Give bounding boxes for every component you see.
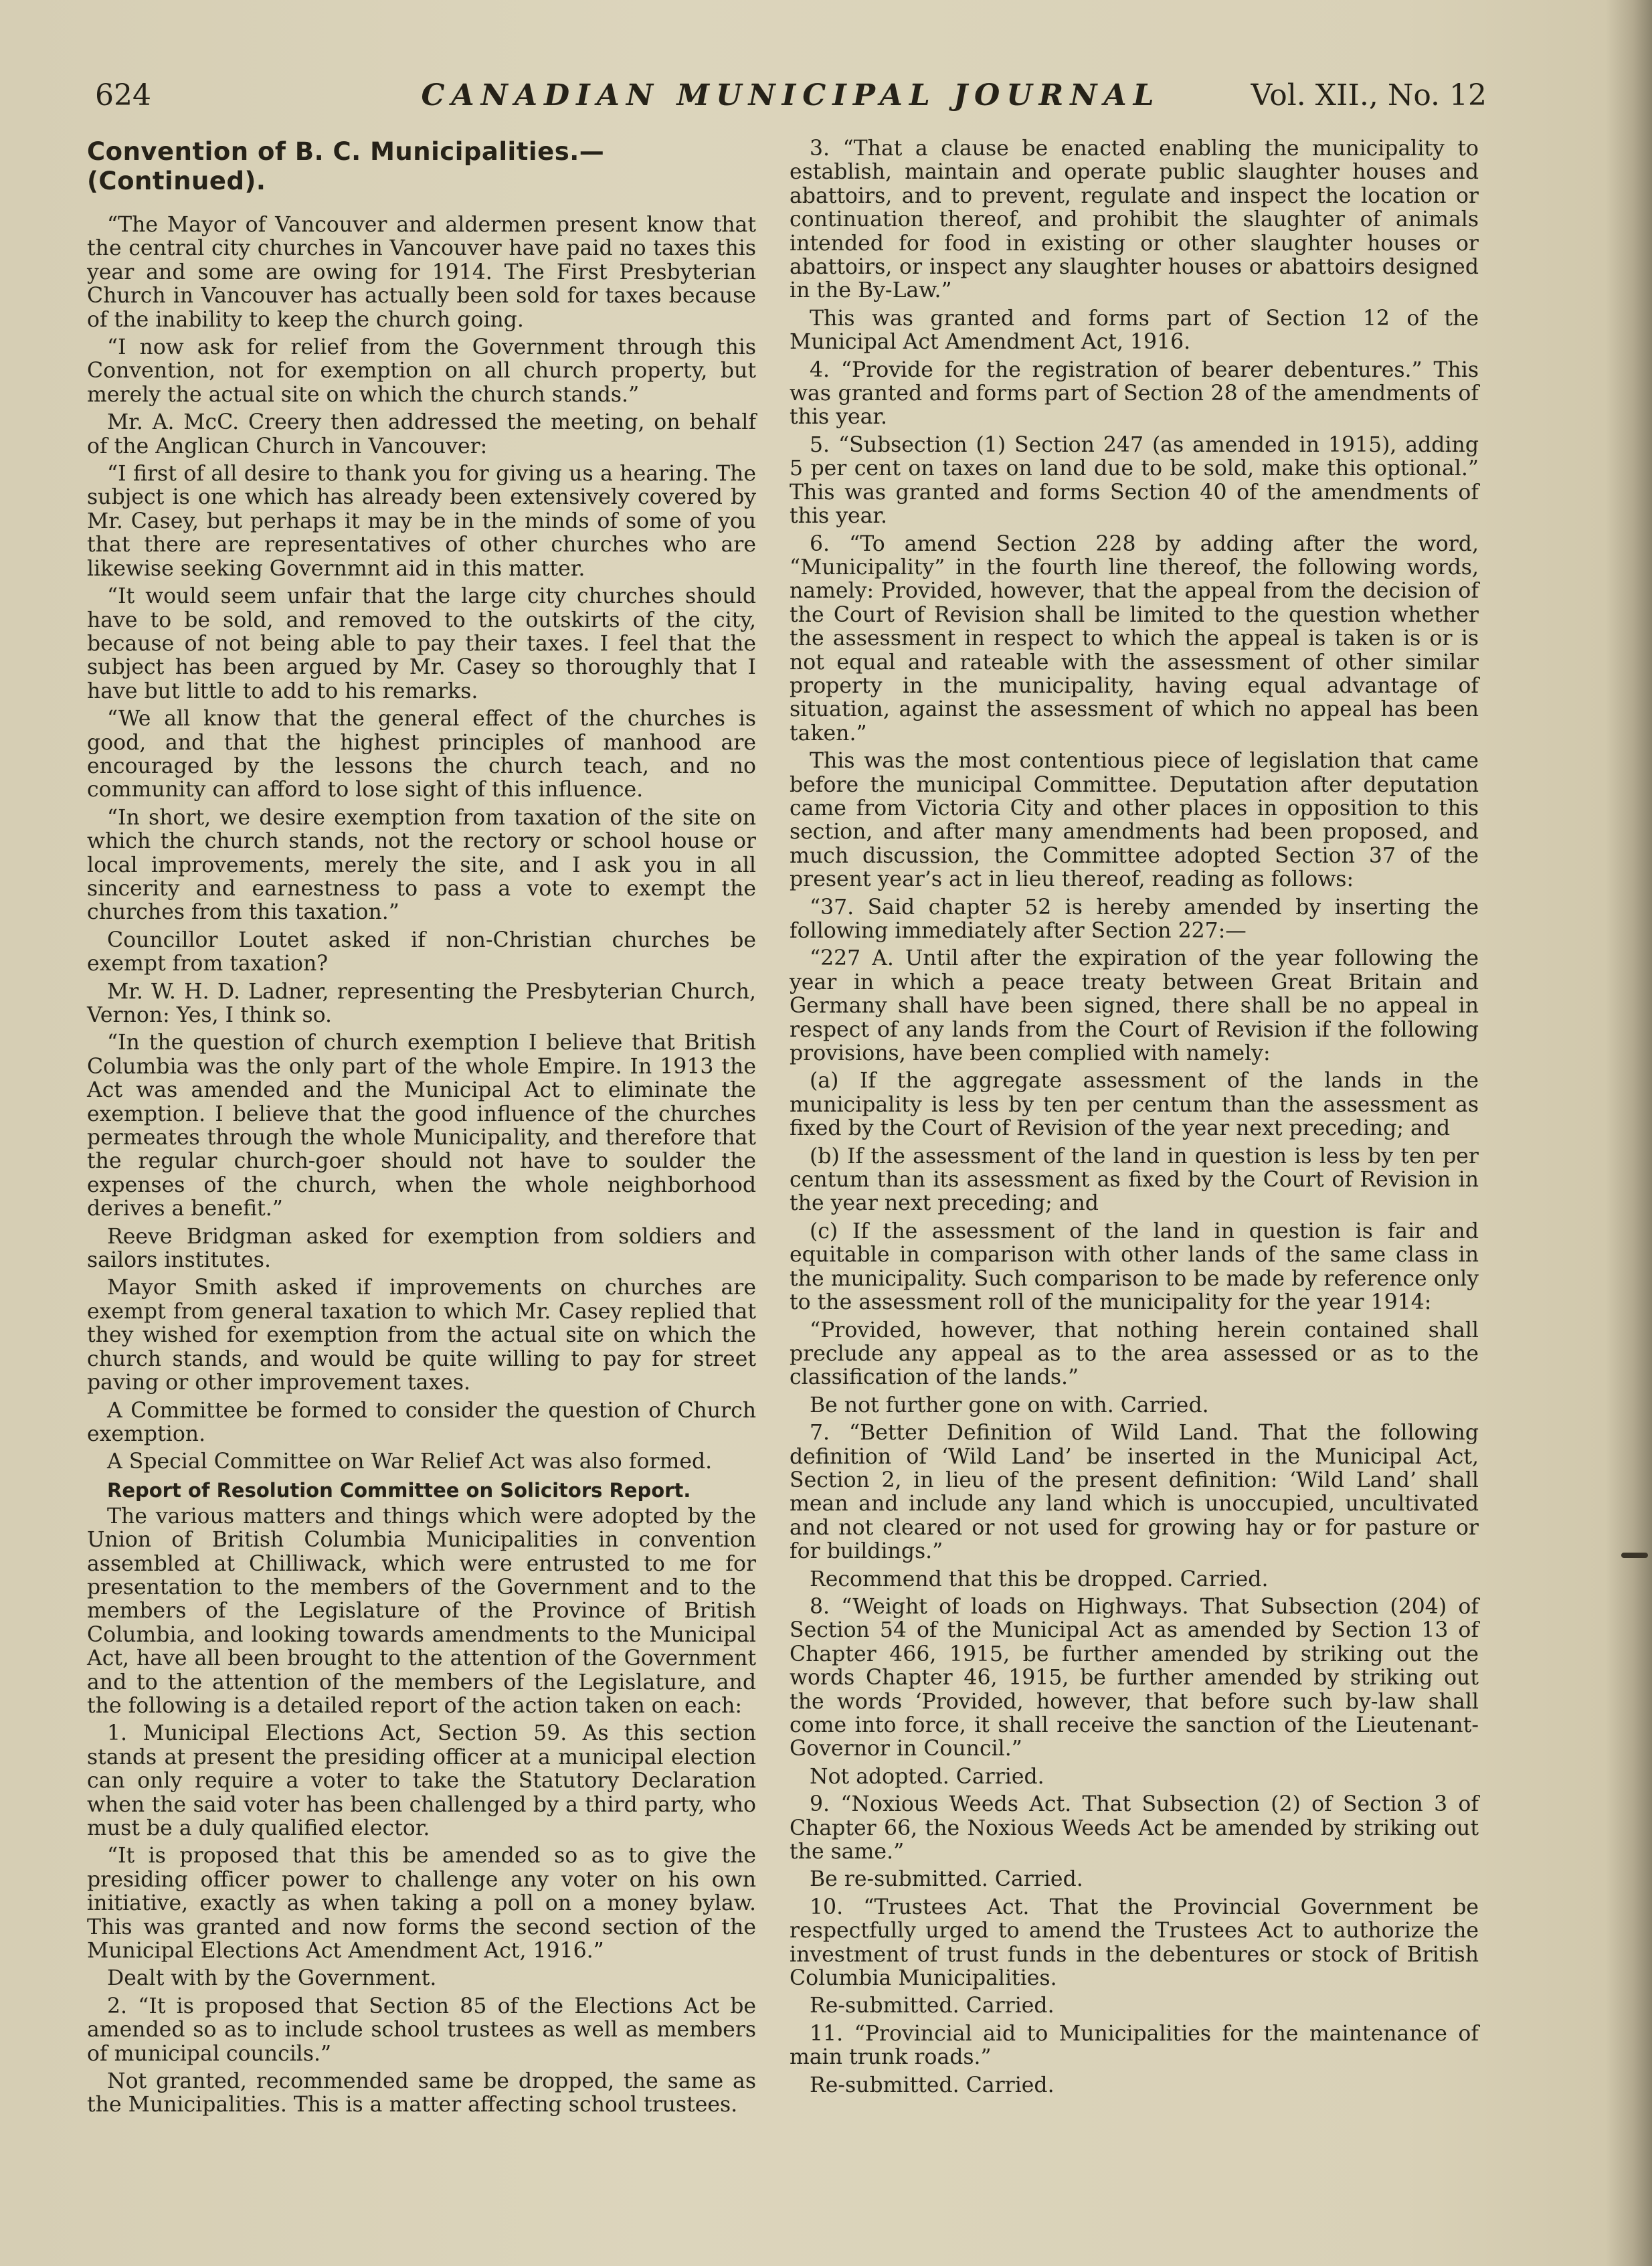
paragraph: (a) If the aggregate assessment of the lands in the municipality is less by ten per centum than the assessment as fixed by the Court of Revision of the year next preceding; and	[790, 1069, 1479, 1141]
paragraph: 5. “Subsection (1) Section 247 (as amended in 1915), adding 5 per cent on taxes on land due to be sold, make this optional.” This was granted and forms Section 40 of the amendments of this year.	[790, 432, 1479, 529]
paragraph: 2. “It is proposed that Section 85 of the Elections Act be amended so as to include school trustees as well as members of municipal councils.”	[87, 1994, 756, 2066]
paragraph: This was the most contentious piece of legislation that came before the municipal Committee. Deputation after deputation came from Victoria City and other places in opposition to this section, and after many amendments had been proposed, and much discussion, the Committee adopted Section 37 of the present year’s act in lieu thereof, reading as follows:	[790, 749, 1479, 892]
paragraph: “We all know that the general effect of the churches is good, and that the highest principles of manhood are encouraged by the lessons the church teach, and no community can afford to lose sight of this influence.	[87, 707, 756, 802]
right-column	[790, 137, 1479, 2101]
journal-title: CANADIAN MUNICIPAL JOURNAL	[421, 78, 1161, 112]
paragraph: Be not further gone on with. Carried.	[810, 1393, 1209, 1417]
left-column	[87, 137, 756, 2121]
paragraph: “In short, we desire exemption from taxation of the site on which the church stands, not the rectory or school house or local improvements, merely the site, and I ask you in all sincerity and earnestness to pass a vote to exempt the churches from this taxation.”	[87, 805, 756, 925]
paragraph: 4. “Provide for the registration of bearer debentures.” This was granted and forms part of Section 28 of the amendments of this year.	[790, 357, 1479, 430]
paragraph: “It would seem unfair that the large city churches should have to be sold, and removed to the outskirts of the city, because of not being able to pay their taxes. I feel that the subject has been argued by Mr. Casey so thoroughly that I have but little to add to his remarks.	[87, 584, 756, 703]
paragraph: Re-submitted. Carried.	[810, 2073, 1054, 2097]
paragraph: “227 A. Until after the expiration of the year following the year in which a peace treaty between Great Britain and Germany shall have been signed, there shall be no appeal in respect of any lands from the Court of Revision if the following provisions, have been complied with namely:	[790, 946, 1479, 1066]
left-paragraphs-b	[87, 1505, 756, 2117]
paragraph: The various matters and things which were adopted by the Union of British Columbia Municipalities in convention assembled at Chilliwack, which were entrusted to me for presentation to the members of the Government and to the members of the Legislature of the Province of British Columbia, and looking towards amendments to the Municipal Act, have all been brought to the attention of the Government and to the attention of the members of the Legislature, and the following is a detailed report of the action taken on each:	[87, 1504, 756, 1718]
page-number: 624	[95, 78, 151, 112]
paragraph: A Committee be formed to consider the question of Church exemption.	[87, 1398, 756, 1446]
paragraph: “The Mayor of Vancouver and aldermen present know that the central city churches in Vancouver have paid no taxes this year and some are owing for 1914. The First Presbyterian Church in Vancouver has actually been sold for taxes because of the inability to keep the church going.	[87, 213, 756, 332]
paragraph: 3. “That a clause be enacted enabling the municipality to establish, maintain and operate public slaughter houses and abattoirs, and to prevent, regulate and inspect the location or continuation thereof, and prohibit the slaughter of animals intended for food in existing or other slaughter houses or abattoirs, or inspect any slaughter houses or abattoirs designed in the By-Law.”	[790, 137, 1479, 303]
right-paragraphs	[790, 137, 1479, 2097]
paragraph: “It is proposed that this be amended so as to give the presiding officer power to challenge any voter on his own initiative, exactly as when taking a poll on a money bylaw. This was granted and now forms the second section of the Municipal Elections Act Amendment Act, 1916.”	[87, 1844, 756, 1964]
paragraph: Mr. A. McC. Creery then addressed the meeting, on behalf of the Anglican Church in Vancouver:	[87, 410, 756, 458]
paragraph: 1. Municipal Elections Act, Section 59. As this section stands at present the presiding officer at a municipal election can only require a voter to take the Statutory Declaration when the said voter has been challenged by a third party, who must be a duly qualified elector.	[87, 1721, 756, 1840]
running-header	[95, 72, 1487, 119]
paragraph: Not adopted. Carried.	[810, 1764, 1044, 1789]
paragraph: A Special Committee on War Relief Act was also formed.	[107, 1450, 713, 1474]
paragraph: Mayor Smith asked if improvements on churches are exempt from general taxation to which Mr. Casey replied that they wished for exemption from the actual site on which the church stands, and would be quite willing to pay for street paving or other improvement taxes.	[87, 1276, 756, 1395]
paragraph: This was granted and forms part of Section 12 of the Municipal Act Amendment Act, 1916.	[790, 306, 1479, 355]
paragraph: Reeve Bridgman asked for exemption from soldiers and sailors institutes.	[87, 1224, 756, 1273]
paragraph: Recommend that this be dropped. Carried.	[810, 1567, 1269, 1591]
paragraph: Not granted, recommended same be dropped, the same as the Municipalities. This is a matter affecting school trustees.	[87, 2069, 756, 2117]
paragraph: “I first of all desire to thank you for giving us a hearing. The subject is one which has already been extensively covered by Mr. Casey, but perhaps it may be in the minds of some of you that there are representatives of other churches who are likewise seeking Governmnt aid in this matter.	[87, 462, 756, 581]
paragraph: 11. “Provincial aid to Municipalities for the maintenance of main trunk roads.”	[790, 2021, 1479, 2070]
paragraph: Re-submitted. Carried.	[810, 1994, 1054, 2018]
paragraph: “Provided, however, that nothing herein contained shall preclude any appeal as to the area assessed or as to the classification of the lands.”	[790, 1318, 1479, 1390]
paragraph: 6. “To amend Section 228 by adding after the word, “Municipality” in the fourth line thereof, the following words, namely: Provided, however, that the appeal from the decision of the Court of Revision shall be limited to the question whether the assessment in respect to which the appeal is taken is or is not equal and rateable with the assessment of other similar property in the municipality, having equal advantage of situation, against the assessment of which no appeal has been taken.”	[790, 531, 1479, 746]
paragraph: “In the question of church exemption I believe that British Columbia was the only part of the whole Empire. In 1913 the Act was amended and the Municipal Act to eliminate the exemption. I believe that the good influence of the churches permeates through the whole Municipality, and therefore that the regular church-goer should not have to soulder the expenses of the church, when the whole neighborhood derives a benefit.”	[87, 1031, 756, 1221]
left-paragraphs-a	[87, 213, 756, 1474]
paragraph: 9. “Noxious Weeds Act. That Subsection (2) of Section 3 of Chapter 66, the Noxious Weeds Act be amended by striking out the same.”	[790, 1792, 1479, 1864]
paragraph: (b) If the assessment of the land in question is less by ten per centum than its assessment as fixed by the Court of Revision in the year next preceding; and	[790, 1144, 1479, 1216]
volume-issue: Vol. XII., No. 12	[1251, 78, 1487, 112]
paragraph: Be re-submitted. Carried.	[810, 1867, 1083, 1892]
paragraph: 10. “Trustees Act. That the Provincial Government be respectfully urged to amend the Trustees Act to authorize the investment of trust funds in the debentures or stock of British Columbia Municipalities.	[790, 1895, 1479, 1991]
binding-gutter	[1605, 0, 1652, 2266]
section-subheading: Report of Resolution Committee on Solicitors Report.	[107, 1478, 691, 1502]
paragraph: Mr. W. H. D. Ladner, representing the Presbyterian Church, Vernon: Yes, I think so.	[87, 979, 756, 1027]
article-title: Convention of B. C. Municipalities.—(Continued).	[87, 137, 605, 195]
paragraph: “37. Said chapter 52 is hereby amended by inserting the following immediately after Section 227:—	[790, 895, 1479, 943]
paragraph: Dealt with by the Government.	[107, 1966, 437, 1991]
paragraph: Councillor Loutet asked if non-Christian churches be exempt from taxation?	[87, 928, 756, 976]
paragraph: “I now ask for relief from the Government through this Convention, not for exemption on all church property, but merely the actual site on which the church stands.”	[87, 335, 756, 407]
paragraph: 7. “Better Definition of Wild Land. That the following definition of ‘Wild Land’ be inserted in the Municipal Act, Section 2, in lieu of the present definition: ‘Wild Land’ shall mean and include any land which is unoccupied, uncultivated and not cleared or not used for growing hay or for pasture or for buildings.”	[790, 1421, 1479, 1564]
paragraph: (c) If the assessment of the land in question is fair and equitable in comparison with other lands of the same class in the municipality. Such comparison to be made by reference only to the assessment roll of the municipality for the year 1914:	[790, 1219, 1479, 1315]
paragraph: 8. “Weight of loads on Highways. That Subsection (204) of Section 54 of the Municipal Act as amended by Section 13 of Chapter 466, 1915, be further amended by striking out the words Chapter 46, 1915, be further amended by striking out the words ‘Provided, however, that before such by-law shall come into force, it shall receive the sanction of the Lieutenant-Governor in Council.”	[790, 1594, 1479, 1761]
edge-mark	[1621, 1553, 1648, 1558]
